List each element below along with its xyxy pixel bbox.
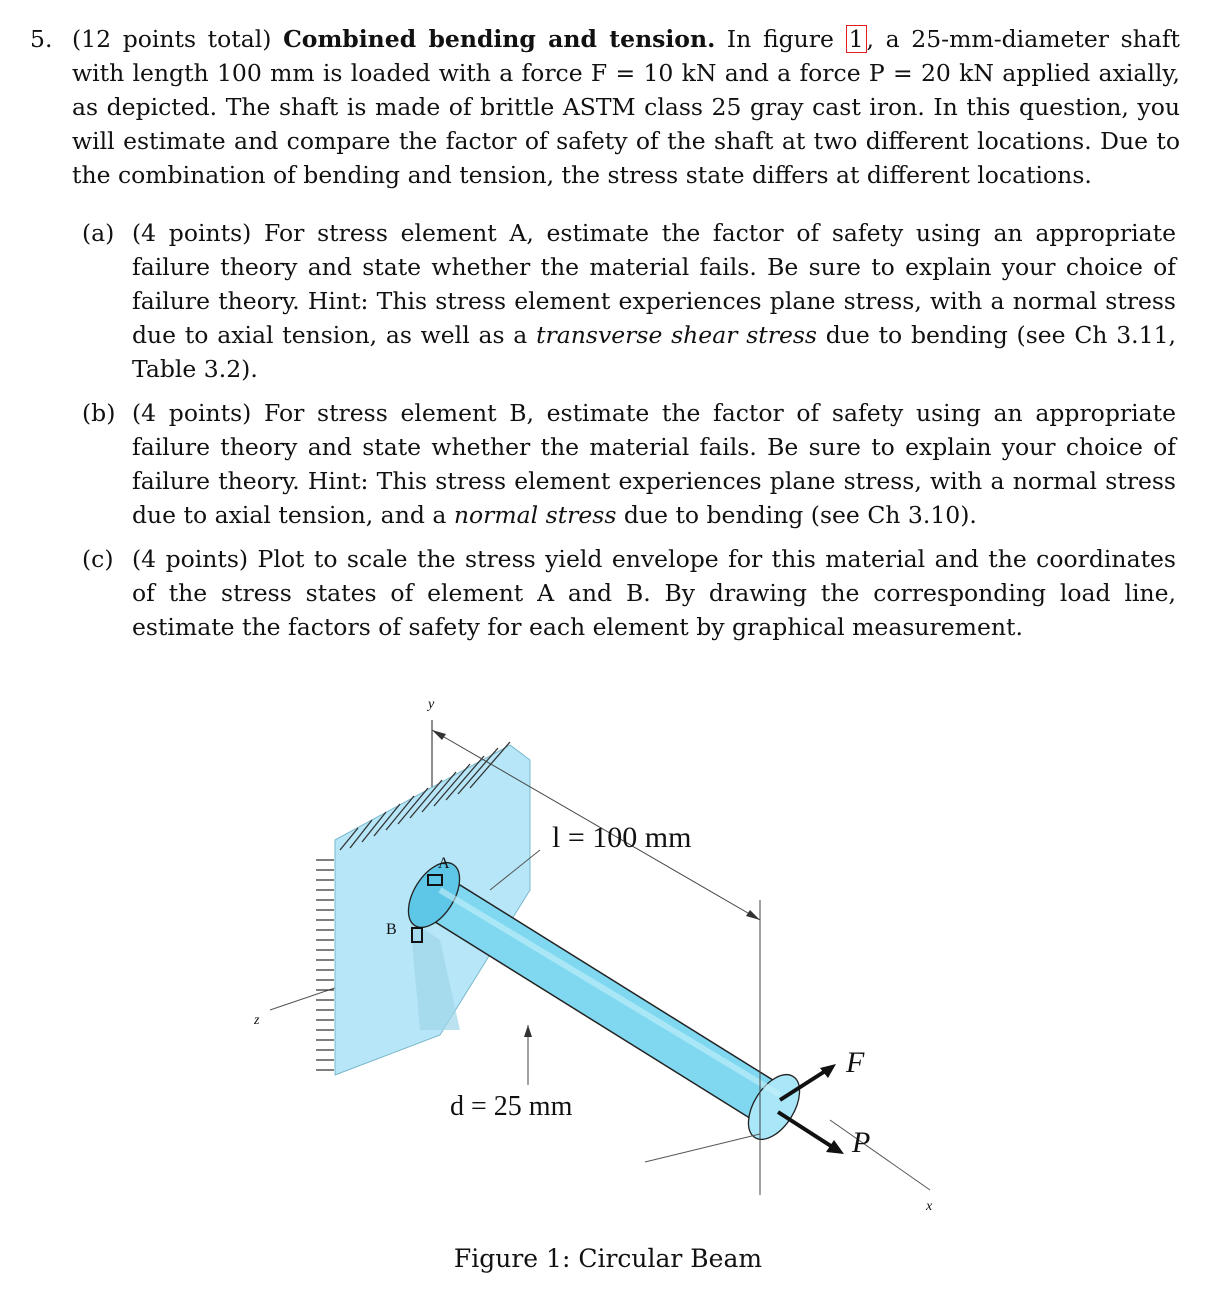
length-arrow-head-right (746, 910, 760, 920)
element-a-label: A (438, 855, 450, 872)
problem-number: 5. (30, 25, 53, 53)
problem-intro-before-ref: In figure (726, 25, 834, 53)
element-b-label: B (386, 921, 397, 938)
part-a (82, 216, 1176, 386)
part-b-label: (b) (82, 399, 116, 427)
problem-intro-after-ref: , a 25-mm-diameter shaft with length 100 mm is loaded with a force F = 10 kN and a force P = 20 kN applied axially, as depicted. The shaft is made of brittle ASTM class 25 gray cast iron. In this question, you will estimate and compare the factor of safety of the shaft at two different locations. Due to the combination of bending and tension, the stress state differs at different locations. (72, 25, 1180, 189)
part-a-label: (a) (82, 219, 115, 247)
z-axis-label: z (254, 1013, 260, 1028)
x-axis-line (830, 1120, 930, 1190)
length-arrow-head-left (432, 730, 446, 740)
baseline-line (645, 1134, 760, 1162)
part-b-text-after: due to bending (see Ch 3.10). (623, 501, 977, 529)
force-p-label: P (852, 1126, 871, 1159)
part-c-label: (c) (82, 545, 114, 573)
part-b (82, 396, 1176, 532)
shaft-highlight (440, 890, 780, 1095)
beam-figure (240, 690, 970, 1220)
part-a-text-after: due to bending (see Ch 3.11, Table 3.2). (132, 321, 1176, 383)
length-label: l = 100 mm (552, 821, 692, 854)
part-a-text: (4 points) For stress element A, estimate the factor of safety using an appropriate failure theory and state whether the material fails. Be sure to explain your choice of failure theory. Hint: This stress element experiences plane stress, with a normal stress due to axial tension, as well as a (132, 219, 1176, 349)
diameter-label: d = 25 mm (450, 1091, 573, 1122)
y-axis-label: y (428, 697, 435, 712)
part-a-emphasis: transverse shear stress (536, 321, 817, 349)
part-b-emphasis: normal stress (453, 501, 617, 529)
part-c (82, 542, 1176, 644)
question-parts (82, 216, 1176, 654)
force-p-arrow-line (778, 1112, 834, 1148)
part-b-text: (4 points) For stress element B, estimate the factor of safety using an appropriate failure theory and state whether the material fails. Be sure to explain your choice of failure theory. Hint: This stress element experiences plane stress, with a normal stress due to axial tension, and a (132, 399, 1176, 529)
force-f-arrow-head (820, 1064, 836, 1078)
force-f-label: F (846, 1046, 865, 1079)
part-c-text: (4 points) Plot to scale the stress yield envelope for this material and the coordinates of the stress states of element A and B. By drawing the corresponding load line, estimate the factors of safety for each element by graphical measurement. (132, 545, 1176, 641)
figure-reference-link[interactable]: 1 (846, 25, 867, 53)
problem-title: Combined bending and tension. (283, 25, 716, 53)
wall-side-hatching (316, 860, 334, 1070)
diameter-arrow-head (524, 1025, 532, 1037)
x-axis-label: x (926, 1199, 933, 1214)
figure-caption: Figure 1: Circular Beam (453, 1244, 763, 1273)
shaft-body (416, 880, 792, 1122)
problem-body (72, 22, 1180, 192)
problem-statement (30, 22, 1180, 192)
force-p-arrow-head (826, 1140, 844, 1154)
problem-points: (12 points total) (72, 25, 272, 53)
